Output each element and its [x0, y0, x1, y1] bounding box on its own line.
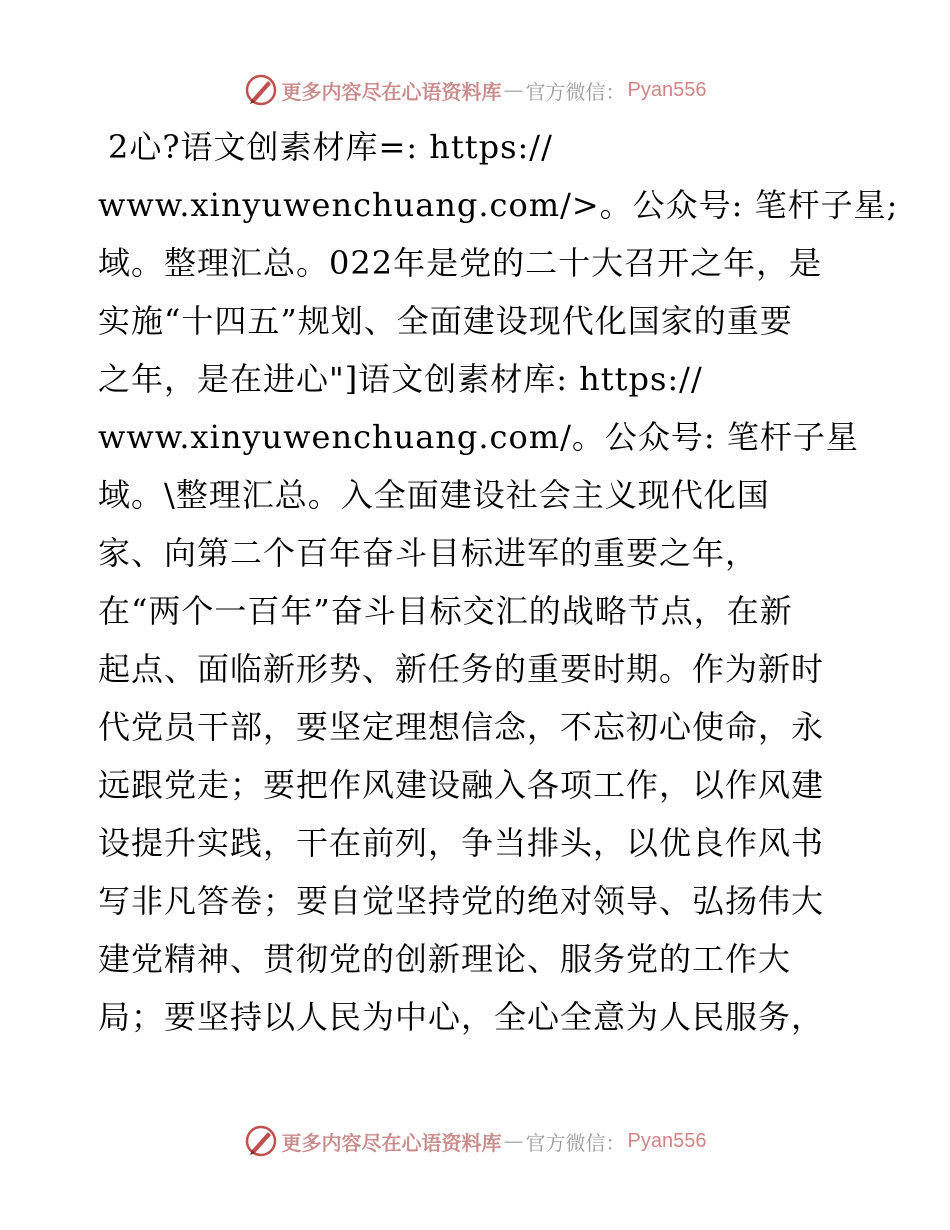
document-body	[98, 118, 899, 1046]
body-line: 2心?语文创素材库=: https://	[108, 128, 553, 166]
wechat-handle: Pyan556	[627, 78, 707, 101]
body-line: 写非凡答卷；要自觉坚持党的绝对领导、弘扬伟大	[98, 882, 825, 920]
body-line: 实施“十四五”规划、全面建设现代化国家的重要	[98, 302, 793, 340]
separator-dash: —	[503, 1129, 524, 1153]
pen-logo-icon	[244, 1124, 278, 1158]
promo-text: 更多内容尽在心语资料库	[281, 1130, 502, 1155]
body-line: 域。\整理汇总。入全面建设社会主义现代化国	[98, 476, 770, 514]
wechat-handle: Pyan556	[627, 1129, 707, 1152]
body-line: 建党精神、贯彻党的创新理论、服务党的工作大	[98, 940, 792, 978]
body-line: www.xinyuwenchuang.com/>。公众号: 笔杆子星;	[98, 186, 899, 224]
body-line: 代党员干部，要坚定理想信念，不忘初心使命，永	[98, 708, 825, 746]
body-line: 远跟党走；要把作风建设融入各项工作，以作风建	[98, 766, 825, 804]
header-banner	[0, 70, 950, 110]
body-line: 家、向第二个百年奋斗目标进军的重要之年，	[98, 534, 759, 572]
wechat-label: 官方微信：	[525, 79, 626, 104]
body-line: 局；要坚持以人民为中心，全心全意为人民服务，	[98, 998, 825, 1036]
separator-dash: —	[503, 78, 524, 102]
body-line: 起点、面临新形势、新任务的重要时期。作为新时	[98, 650, 825, 688]
body-line: 设提升实践，干在前列，争当排头，以优良作风书	[98, 824, 825, 862]
pen-logo-icon	[244, 73, 278, 107]
body-line: 之年，是在进心"]语文创素材库: https://	[98, 360, 703, 398]
wechat-label: 官方微信：	[525, 1130, 626, 1155]
promo-text: 更多内容尽在心语资料库	[281, 79, 502, 104]
footer-banner	[0, 1121, 950, 1161]
body-line: www.xinyuwenchuang.com/。公众号: 笔杆子星	[98, 418, 859, 456]
body-line: 在“两个一百年”奋斗目标交汇的战略节点，在新	[98, 592, 793, 630]
body-line: 域。整理汇总。022年是党的二十大召开之年，是	[98, 244, 823, 282]
